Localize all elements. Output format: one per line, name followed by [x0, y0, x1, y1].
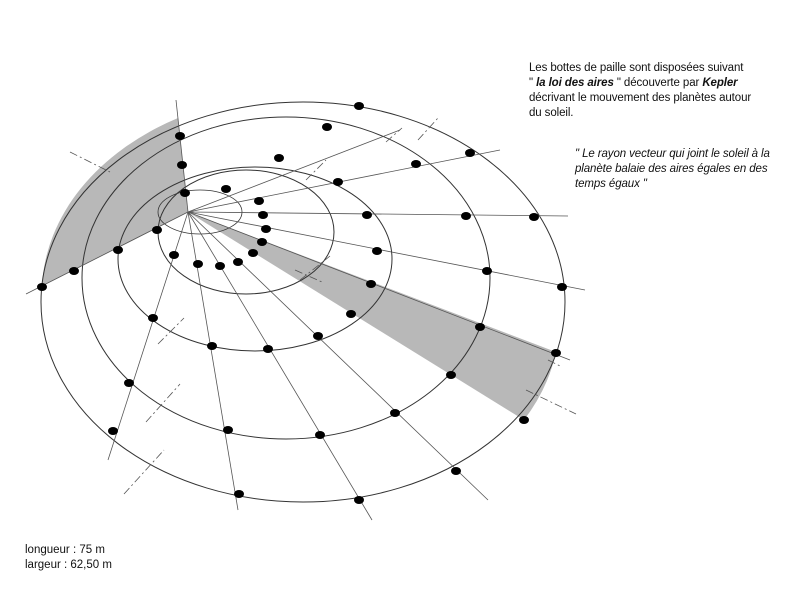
straw-bale	[221, 185, 231, 193]
quote-line-2: planète balaie des aires égales en des	[575, 163, 768, 175]
kepler-name: Kepler	[702, 77, 738, 89]
straw-bale	[193, 260, 203, 268]
radius-vector	[188, 212, 570, 360]
straw-bale	[223, 426, 233, 434]
caption-line-3: décrivant le mouvement des planètes autour	[529, 92, 752, 104]
straw-bale	[475, 323, 485, 331]
axis-line	[124, 450, 164, 494]
straw-bale	[175, 132, 185, 140]
straw-bale	[169, 251, 179, 259]
straw-bale	[257, 238, 267, 246]
straw-bale	[37, 283, 47, 291]
straw-bale	[354, 496, 364, 504]
radius-vector	[188, 212, 585, 290]
straw-bale	[254, 197, 264, 205]
radius-vector	[188, 150, 500, 212]
straw-bale	[411, 160, 421, 168]
straw-bale	[551, 349, 561, 357]
law-of-areas-name: la loi des aires	[536, 77, 614, 89]
straw-bale	[313, 332, 323, 340]
straw-bale	[354, 102, 364, 110]
quote-line-3: temps égaux "	[575, 178, 647, 190]
straw-bale	[177, 161, 187, 169]
straw-bale	[233, 258, 243, 266]
straw-bale	[113, 246, 123, 254]
straw-bale	[557, 283, 567, 291]
straw-bale	[451, 467, 461, 475]
straw-bale	[207, 342, 217, 350]
straw-bale	[152, 226, 162, 234]
straw-bale	[248, 249, 258, 257]
caption-discovered-by: " découverte par	[613, 77, 703, 89]
straw-bale	[390, 409, 400, 417]
straw-bale	[461, 212, 471, 220]
bale-layout-caption	[529, 61, 791, 121]
radius-vector	[188, 212, 238, 510]
straw-bale	[234, 490, 244, 498]
straw-bale	[519, 416, 529, 424]
straw-bale	[482, 267, 492, 275]
axis-line	[158, 318, 184, 344]
straw-bale	[261, 225, 271, 233]
straw-bale	[333, 178, 343, 186]
radius-vector	[188, 212, 568, 216]
quote-line-1: " Le rayon vecteur qui joint le soleil à la	[575, 148, 770, 160]
axis-line	[70, 152, 110, 172]
axis-line	[146, 384, 180, 422]
straw-bale	[529, 213, 539, 221]
straw-bale	[465, 149, 475, 157]
radius-vector	[188, 130, 400, 212]
straw-bale	[263, 345, 273, 353]
straw-bale	[180, 189, 190, 197]
straw-bale	[362, 211, 372, 219]
straw-bale	[315, 431, 325, 439]
straw-bale	[108, 427, 118, 435]
straw-bale	[274, 154, 284, 162]
straw-bale	[322, 123, 332, 131]
straw-bale	[372, 247, 382, 255]
caption-line-4: du soleil.	[529, 107, 574, 119]
straw-bale	[258, 211, 268, 219]
straw-bale	[446, 371, 456, 379]
dimensions	[25, 543, 112, 573]
width-label: largeur : 62,50 m	[25, 559, 112, 571]
kepler-law-quote	[575, 147, 795, 192]
axis-line	[386, 128, 402, 142]
swept-area-left	[42, 118, 188, 286]
straw-bale	[366, 280, 376, 288]
straw-bale	[124, 379, 134, 387]
caption-line-1: Les bottes de paille sont disposées suivant	[529, 62, 744, 74]
straw-bale	[215, 262, 225, 270]
caption-line-2	[529, 76, 791, 91]
straw-bale	[148, 314, 158, 322]
caption-quote-open: "	[529, 77, 537, 89]
straw-bale	[69, 267, 79, 275]
length-label: longueur : 75 m	[25, 544, 105, 556]
straw-bale	[346, 310, 356, 318]
